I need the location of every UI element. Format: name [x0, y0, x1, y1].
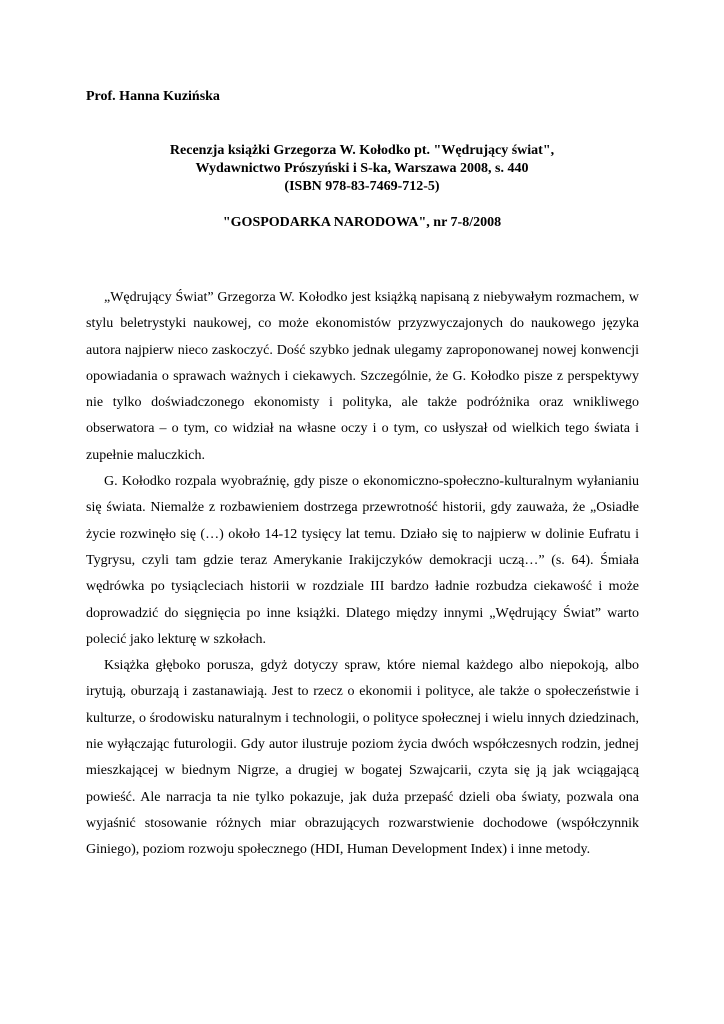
journal-citation: "GOSPODARKA NARODOWA", nr 7-8/2008 [222, 215, 502, 230]
body-paragraph: „Wędrujący Świat” Grzegorza W. Kołodko jest książką napisaną z niebywałym rozmachem, w stylu beletrystyki naukowej, co może ekonomistów przyzwyczajonych do naukowego języka autora najpierw nieco zaskoczyć. Dość szybko jednak ulegamy zaproponowanej nowej konwencji opowiadania o sprawach ważnych i ciekawych. Szczególnie, że G. Kołodko pisze z perspektywy nie tylko doświadczonego ekonomisty i polityka, ale także podróżnika oraz wnikliwego obserwatora – o tym, co widział na własne oczy i o tym, co usłyszał od wielkich tego świata i zupełnie maluczkich. [86, 290, 639, 463]
review-title-line: (ISBN 978-83-7469-712-5) [284, 179, 440, 194]
review-title [86, 142, 638, 196]
review-title-line: Wydawnictwo Prószyński i S-ka, Warszawa 2008, s. 440 [195, 161, 529, 176]
review-title-line: Recenzja książki Grzegorza W. Kołodko pt. "Wędrujący świat", [169, 143, 555, 158]
author-name: Prof. Hanna Kuzińska [86, 89, 220, 104]
body-paragraph: G. Kołodko rozpala wyobraźnię, gdy pisze o ekonomiczno-społeczno-kulturalnym wyłanianiu się świata. Niemalże z rozbawieniem dostrzega przewrotność historii, gdy zauważa, że „Osiadłe życie rozwinęło się (…) około 14-12 tysięcy lat temu. Działo się to najpierw w dolinie Eufratu i Tygrysu, czyli tam gdzie teraz Amerykanie Irakijczyków demokracji uczą…” (s. 64). Śmiała wędrówka po tysiącleciach historii w rozdziale III bardzo ładnie rozbudza ciekawość i może doprowadzić do sięgnięcia po inne książki. Dlatego między innymi „Wędrujący Świat” warto polecić jako lekturę w szkołach. [86, 474, 639, 647]
review-body [86, 285, 639, 864]
body-paragraph: Książka głęboko porusza, gdyż dotyczy spraw, które niemal każdego albo niepokoją, albo irytują, oburzają i zastanawiają. Jest to rzecz o ekonomii i polityce, ale także o społeczeństwie i kulturze, o środowisku naturalnym i technologii, o polityce społecznej i wielu innych dziedzinach, nie wyłączając futurologii. Gdy autor ilustruje poziom życia dwóch współczesnych rodzin, jednej mieszkającej w biednym Nigrze, a drugiej w bogatej Szwajcarii, czyta się ją jak wciągającą powieść. Ale narracja ta nie tylko pokazuje, jak duża przepaść dzieli oba światy, pozwala ona wyjaśnić stosowanie różnych miar obrazujących rozwarstwienie dochodowe (współczynnik Giniego), poziom rozwoju społecznego (HDI, Human Development Index) i inne metody. [86, 658, 639, 858]
